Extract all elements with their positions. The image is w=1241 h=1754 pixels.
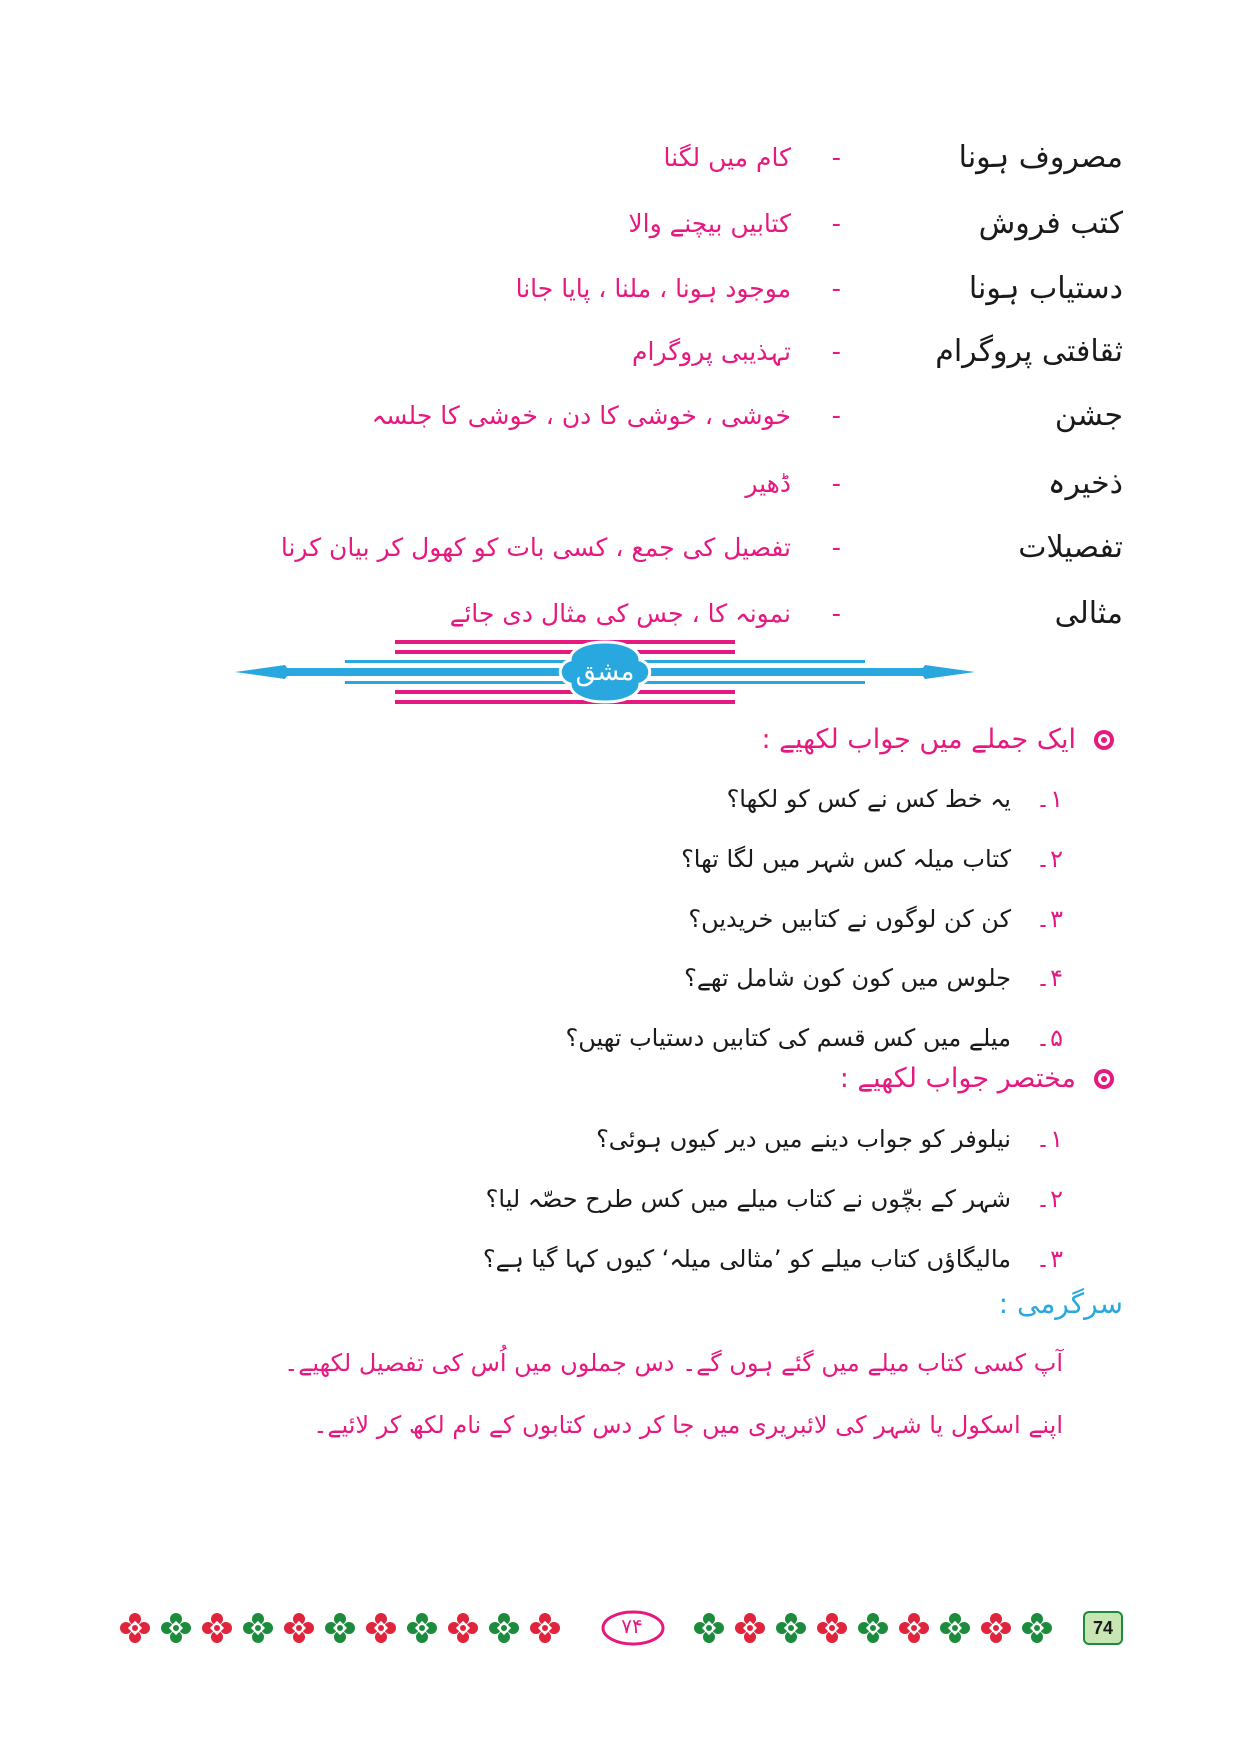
- flower-icon: [1022, 1613, 1052, 1643]
- question-number: ۲۔: [1036, 845, 1063, 873]
- vocab-word: جشن: [1054, 398, 1123, 433]
- flower-icon: [776, 1613, 806, 1643]
- vocab-word: ثقافتی پروگرام: [935, 334, 1123, 369]
- flower-icon: [735, 1613, 765, 1643]
- question-item: [0, 774, 1241, 824]
- question-text: کتاب میلہ کس شہر میں لگا تھا؟: [681, 845, 1011, 873]
- vocab-meaning: خوشی ، خوشی کا دن ، خوشی کا جلسہ: [371, 401, 791, 430]
- flower-icon: [940, 1613, 970, 1643]
- page-number-badge: 74: [1083, 1611, 1123, 1645]
- flower-icon: [284, 1613, 314, 1643]
- flower-icon: [366, 1613, 396, 1643]
- vocab-dash: -: [831, 533, 841, 563]
- exercise-title: مشق: [575, 657, 635, 687]
- flower-icon: [817, 1613, 847, 1643]
- flower-icon: [243, 1613, 273, 1643]
- vocab-meaning: کتابیں بیچنے والا: [628, 209, 791, 238]
- vocab-row: [0, 322, 1241, 382]
- flower-icon: [325, 1613, 355, 1643]
- section2-heading: مختصر جواب لکھیے :: [839, 1063, 1076, 1094]
- flower-icon: [694, 1613, 724, 1643]
- vocab-word: مثالی: [1054, 596, 1123, 631]
- vocab-meaning: نمونہ کا ، جس کی مثال دی جائے: [449, 599, 791, 628]
- question-number: ۱۔: [1036, 785, 1063, 813]
- question-item: [0, 1234, 1241, 1284]
- question-item: [0, 1114, 1241, 1164]
- flower-icon: [530, 1613, 560, 1643]
- activity-heading: سرگرمی :: [998, 1287, 1123, 1320]
- vocab-meaning: ڈھیر: [745, 469, 791, 498]
- vocab-word: دستیاب ہونا: [968, 271, 1123, 306]
- flower-bullet-icon: [1093, 729, 1115, 751]
- flower-icon: [489, 1613, 519, 1643]
- flower-bullet-icon: [1093, 1068, 1115, 1090]
- activity-item: آپ کسی کتاب میلے میں گئے ہوں گے۔ دس جملوں میں اُس کی تفصیل لکھیے۔: [284, 1349, 1063, 1377]
- question-text: یہ خط کس نے کس کو لکھا؟: [726, 785, 1011, 813]
- vocab-dash: -: [831, 209, 841, 239]
- question-text: کن کن لوگوں نے کتابیں خریدیں؟: [688, 905, 1011, 933]
- question-item: [0, 834, 1241, 884]
- vocab-dash: -: [831, 401, 841, 431]
- flower-icon: [858, 1613, 888, 1643]
- question-text: شہر کے بچّوں نے کتاب میلے میں کس طرح حصّہ لیا؟: [485, 1185, 1011, 1213]
- vocab-row: [0, 386, 1241, 446]
- vocab-meaning: تفصیل کی جمع ، کسی بات کو کھول کر بیان کرنا: [280, 533, 791, 562]
- question-text: نیلوفر کو جواب دینے میں دیر کیوں ہوئی؟: [596, 1125, 1011, 1153]
- question-text: مالیگاؤں کتاب میلے کو ’مثالی میلہ‘ کیوں کہا گیا ہے؟: [482, 1245, 1011, 1273]
- question-number: ۳۔: [1036, 1245, 1063, 1273]
- flower-icon: [448, 1613, 478, 1643]
- vocab-meaning: موجود ہونا ، ملنا ، پایا جانا: [515, 274, 791, 303]
- page-number-urdu: ۷۴: [621, 1614, 643, 1638]
- vocab-row: [0, 454, 1241, 514]
- flower-icon: [899, 1613, 929, 1643]
- vocab-row: [0, 518, 1241, 578]
- question-item: [0, 894, 1241, 944]
- vocab-word: کتب فروش: [978, 206, 1123, 241]
- question-number: ۲۔: [1036, 1185, 1063, 1213]
- exercise-banner: [235, 632, 975, 712]
- flower-icon: [161, 1613, 191, 1643]
- question-number: ۳۔: [1036, 905, 1063, 933]
- vocab-dash: -: [831, 143, 841, 173]
- vocab-word: ذخیرہ: [1047, 466, 1123, 501]
- vocab-word: مصروف ہونا: [958, 140, 1123, 175]
- vocab-dash: -: [831, 274, 841, 304]
- vocab-meaning: کام میں لگنا: [663, 143, 791, 172]
- flower-icon: [120, 1613, 150, 1643]
- flower-icon: [407, 1613, 437, 1643]
- vocab-dash: -: [831, 337, 841, 367]
- footer-flower-border: [115, 1603, 1075, 1653]
- question-item: [0, 1013, 1241, 1063]
- activity-item: اپنے اسکول یا شہر کی لائبریری میں جا کر دس کتابوں کے نام لکھ کر لائیے۔: [313, 1411, 1063, 1439]
- flower-icon: [202, 1613, 232, 1643]
- section1-heading: ایک جملے میں جواب لکھیے :: [761, 724, 1076, 755]
- question-number: ۱۔: [1036, 1125, 1063, 1153]
- question-text: میلے میں کس قسم کی کتابیں دستیاب تھیں؟: [565, 1024, 1011, 1052]
- vocab-meaning: تہذیبی پروگرام: [632, 337, 791, 366]
- question-item: [0, 953, 1241, 1003]
- question-item: [0, 1174, 1241, 1224]
- vocab-row: [0, 128, 1241, 188]
- vocab-row: [0, 259, 1241, 319]
- question-text: جلوس میں کون کون شامل تھے؟: [684, 964, 1011, 992]
- question-number: ۵۔: [1036, 1024, 1063, 1052]
- vocab-dash: -: [831, 469, 841, 499]
- vocab-dash: -: [831, 599, 841, 629]
- vocab-word: تفصیلات: [1018, 530, 1123, 565]
- flower-icon: [981, 1613, 1011, 1643]
- vocab-row: [0, 194, 1241, 254]
- question-number: ۴۔: [1036, 964, 1063, 992]
